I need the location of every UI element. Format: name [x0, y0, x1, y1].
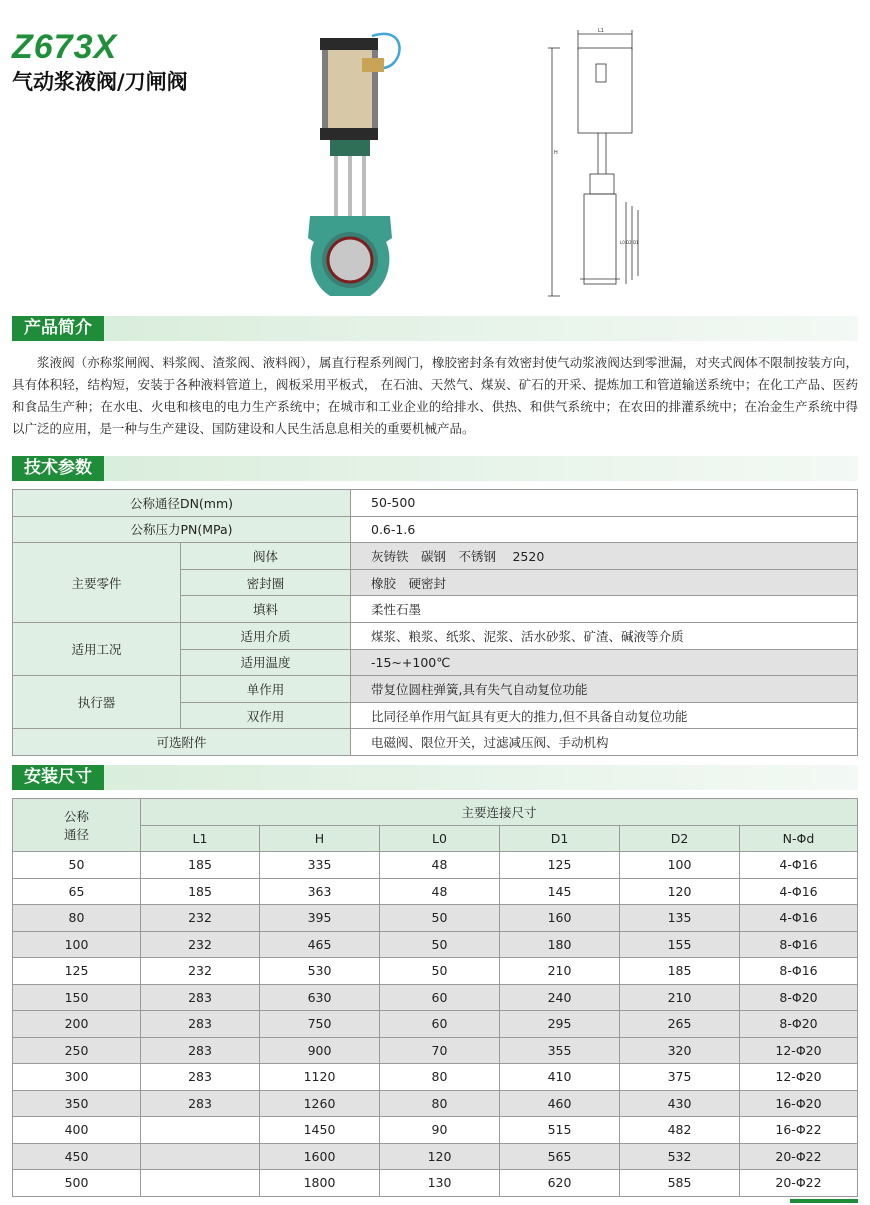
dn-cell: 150: [13, 984, 141, 1011]
packing-value: 柔性石墨: [351, 596, 858, 623]
dims-section-title: 安装尺寸: [12, 765, 104, 790]
dimension-cell: 465: [260, 931, 380, 958]
table-row: [13, 516, 858, 543]
dimension-cell: 900: [260, 1037, 380, 1064]
intro-section-title: 产品简介: [12, 316, 104, 341]
dn-label: 公称通径DN(mm): [13, 490, 351, 517]
dimension-cell: 1260: [260, 1090, 380, 1117]
dimension-cell: 4-Φ16: [740, 878, 858, 905]
dimension-cell: [141, 1117, 260, 1144]
table-row: [13, 729, 858, 756]
table-row: [13, 984, 858, 1011]
double-acting-label: 双作用: [181, 702, 351, 729]
dimension-cell: 155: [620, 931, 740, 958]
column-header: L0: [380, 825, 500, 852]
tech-section-bar: [12, 456, 858, 481]
dn-header-line2: 通径: [63, 827, 89, 842]
dimension-cell: 48: [380, 852, 500, 879]
dimension-cell: 240: [500, 984, 620, 1011]
options-value: 电磁阀、限位开关，过滤减压阀、手动机构: [351, 729, 858, 756]
dimension-cell: 50: [380, 931, 500, 958]
dimension-cell: 283: [141, 1011, 260, 1038]
dimension-cell: 750: [260, 1011, 380, 1038]
intro-text: 浆液阀（亦称浆闸阀、料浆阀、渣浆阀、液料阀），属直行程系列阀门，橡胶密封条有效密封使气动浆液阀达到零泄漏，对夹式阀体不限制按装方向，具有体积轻，结构短，安装于各种液料管道上，阀板采用平板式， 在石油、天然气、煤炭、矿石的开采、提炼加工和管道输送系统中；在化工产品、医药和食品生产种；在水电、火电和核电的电力生产系统中；在城市和工业企业的给排水、供热、和供气系统中；在农田的排灌系统中；在冶金生产系统中得以广泛的应用，是一种与生产建设、国防建设和人民生活息息相关的重要机械产品。: [12, 355, 858, 436]
single-acting-value: 带复位圆柱弹簧,具有失气自动复位功能: [351, 676, 858, 703]
dimension-cell: 1600: [260, 1143, 380, 1170]
table-row: [13, 852, 858, 879]
seal-value: 橡胶 硬密封: [351, 569, 858, 596]
dimension-cell: 585: [620, 1170, 740, 1197]
dimension-cell: 1450: [260, 1117, 380, 1144]
table-row: [13, 1090, 858, 1117]
dimension-cell: [141, 1170, 260, 1197]
dimension-cell: 12-Φ20: [740, 1064, 858, 1091]
table-row: [13, 1037, 858, 1064]
table-row: [13, 1064, 858, 1091]
dimensions-table: [12, 798, 858, 1197]
temperature-value: -15~+100℃: [351, 649, 858, 676]
dimension-cell: 80: [380, 1064, 500, 1091]
dimension-cell: 232: [141, 905, 260, 932]
dn-header: [13, 799, 141, 852]
dimension-cell: 20-Φ22: [740, 1143, 858, 1170]
dimension-cell: 532: [620, 1143, 740, 1170]
drawing-label-h: H: [554, 150, 558, 156]
dimension-cell: 160: [500, 905, 620, 932]
dims-section-bar: [12, 765, 858, 790]
group-header: 主要连接尺寸: [141, 799, 858, 826]
dn-cell: 50: [13, 852, 141, 879]
dimension-cell: 50: [380, 958, 500, 985]
dn-cell: 250: [13, 1037, 141, 1064]
dimension-cell: 232: [141, 958, 260, 985]
dimension-cell: 180: [500, 931, 620, 958]
dn-cell: 500: [13, 1170, 141, 1197]
table-row: [13, 905, 858, 932]
dimension-cell: 630: [260, 984, 380, 1011]
options-label: 可选附件: [13, 729, 351, 756]
dimension-cell: 125: [500, 852, 620, 879]
dimension-cell: 135: [620, 905, 740, 932]
bottom-accent-line: [790, 1199, 858, 1203]
table-row: [13, 1011, 858, 1038]
tech-params-table: [12, 489, 858, 756]
dimension-cell: 185: [141, 852, 260, 879]
table-row: [13, 1117, 858, 1144]
column-header: D1: [500, 825, 620, 852]
dimension-cell: 430: [620, 1090, 740, 1117]
dn-cell: 100: [13, 931, 141, 958]
dimension-cell: 8-Φ20: [740, 1011, 858, 1038]
dimension-cell: [141, 1143, 260, 1170]
dimension-cell: 265: [620, 1011, 740, 1038]
actuator-label: 执行器: [13, 676, 181, 729]
dimension-cell: 48: [380, 878, 500, 905]
product-title: 气动浆液阀/刀闸阀: [12, 70, 188, 94]
table-row: [13, 622, 858, 649]
dimension-cell: 100: [620, 852, 740, 879]
dn-cell: 450: [13, 1143, 141, 1170]
dimension-cell: 8-Φ20: [740, 984, 858, 1011]
valve-photo: [300, 28, 420, 308]
dimension-drawing: [540, 24, 650, 304]
dimension-cell: 4-Φ16: [740, 852, 858, 879]
dn-header-line1: 公称: [63, 809, 89, 824]
dimension-cell: 565: [500, 1143, 620, 1170]
dimension-cell: 1800: [260, 1170, 380, 1197]
dn-cell: 400: [13, 1117, 141, 1144]
table-row: [13, 543, 858, 570]
table-row: [13, 676, 858, 703]
dimension-cell: 515: [500, 1117, 620, 1144]
tech-section-title: 技术参数: [12, 456, 104, 481]
dimension-cell: 355: [500, 1037, 620, 1064]
dimension-cell: 60: [380, 984, 500, 1011]
dimension-cell: 80: [380, 1090, 500, 1117]
dimension-cell: 4-Φ16: [740, 905, 858, 932]
dimension-cell: 16-Φ22: [740, 1117, 858, 1144]
dimension-cell: 120: [380, 1143, 500, 1170]
dn-cell: 200: [13, 1011, 141, 1038]
dimension-cell: 50: [380, 905, 500, 932]
dimension-cell: 8-Φ16: [740, 958, 858, 985]
dimension-cell: 410: [500, 1064, 620, 1091]
column-header: N-Φd: [740, 825, 858, 852]
body-label: 阀体: [181, 543, 351, 570]
dimension-cell: 120: [620, 878, 740, 905]
dimension-cell: 363: [260, 878, 380, 905]
column-header: L1: [141, 825, 260, 852]
medium-label: 适用介质: [181, 622, 351, 649]
table-row: [13, 931, 858, 958]
dn-cell: 125: [13, 958, 141, 985]
dimension-cell: 232: [141, 931, 260, 958]
dimension-cell: 375: [620, 1064, 740, 1091]
dimension-cell: 90: [380, 1117, 500, 1144]
drawing-label-dims: L0 D2 D1: [620, 240, 639, 245]
dimension-cell: 530: [260, 958, 380, 985]
table-row: [13, 490, 858, 517]
packing-label: 填料: [181, 596, 351, 623]
dimension-cell: 12-Φ20: [740, 1037, 858, 1064]
dn-cell: 65: [13, 878, 141, 905]
dn-value: 50-500: [351, 490, 858, 517]
dimension-cell: 70: [380, 1037, 500, 1064]
dimension-cell: 60: [380, 1011, 500, 1038]
dimension-cell: 283: [141, 1064, 260, 1091]
dimension-cell: 185: [620, 958, 740, 985]
dimension-cell: 210: [500, 958, 620, 985]
dimension-cell: 185: [141, 878, 260, 905]
dimension-cell: 1120: [260, 1064, 380, 1091]
dimension-cell: 460: [500, 1090, 620, 1117]
column-header: D2: [620, 825, 740, 852]
table-row: [13, 1143, 858, 1170]
dimension-cell: 335: [260, 852, 380, 879]
double-acting-value: 比同径单作用气缸具有更大的推力,但不具备自动复位功能: [351, 702, 858, 729]
dimension-cell: 620: [500, 1170, 620, 1197]
dn-cell: 350: [13, 1090, 141, 1117]
seal-label: 密封圈: [181, 569, 351, 596]
column-header: H: [260, 825, 380, 852]
dimension-cell: 482: [620, 1117, 740, 1144]
dimension-cell: 210: [620, 984, 740, 1011]
model-number: Z673X: [12, 28, 118, 66]
dimension-cell: 320: [620, 1037, 740, 1064]
dn-cell: 300: [13, 1064, 141, 1091]
drawing-label-l1: L1: [598, 28, 604, 34]
dimension-cell: 283: [141, 1037, 260, 1064]
table-row: [13, 958, 858, 985]
dimension-cell: 395: [260, 905, 380, 932]
pn-label: 公称压力PN(MPa): [13, 516, 351, 543]
table-row: [13, 878, 858, 905]
temperature-label: 适用温度: [181, 649, 351, 676]
dimension-cell: 8-Φ16: [740, 931, 858, 958]
dimension-cell: 283: [141, 984, 260, 1011]
parts-label: 主要零件: [13, 543, 181, 623]
intro-section-bar: [12, 316, 858, 341]
dimension-cell: 16-Φ20: [740, 1090, 858, 1117]
conditions-label: 适用工况: [13, 622, 181, 675]
dimension-cell: 20-Φ22: [740, 1170, 858, 1197]
medium-value: 煤浆、粮浆、纸浆、泥浆、活水砂浆、矿渣、碱液等介质: [351, 622, 858, 649]
body-value: 灰铸铁 碳钢 不锈钢 2520: [351, 543, 858, 570]
dimension-cell: 130: [380, 1170, 500, 1197]
dimension-cell: 295: [500, 1011, 620, 1038]
single-acting-label: 单作用: [181, 676, 351, 703]
dn-cell: 80: [13, 905, 141, 932]
pn-value: 0.6-1.6: [351, 516, 858, 543]
dimension-cell: 283: [141, 1090, 260, 1117]
table-row: [13, 1170, 858, 1197]
dimension-cell: 145: [500, 878, 620, 905]
